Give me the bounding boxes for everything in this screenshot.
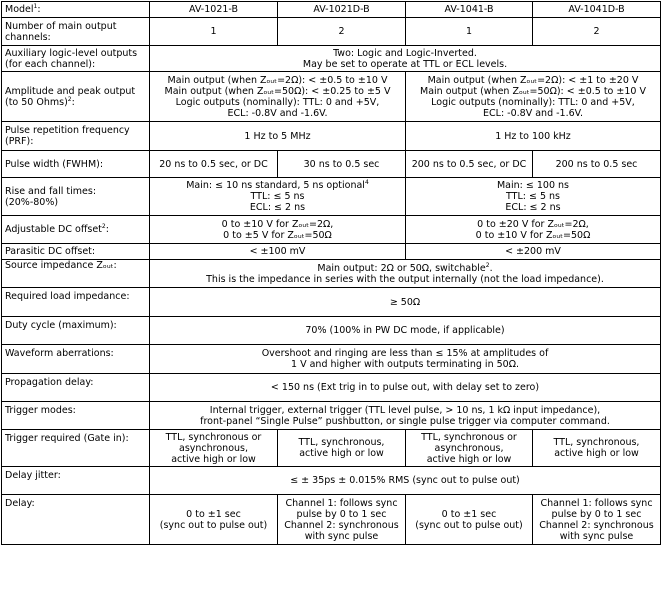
pulse-width-value: 20 ns to 0.5 sec, or DC — [150, 151, 278, 178]
table-row — [2, 495, 661, 545]
header-row — [2, 2, 661, 18]
aberrations-label: Waveform aberrations: — [2, 345, 150, 374]
table-row — [2, 18, 661, 46]
pulse-width-value: 200 ns to 0.5 sec — [533, 151, 661, 178]
dc-offset-value-1041: 0 to ±20 V for Zₒᵤₜ=2Ω, 0 to ±10 V for Zₒᵤₜ=50Ω — [406, 216, 661, 244]
dc-offset-label: Adjustable DC offset$^2$: — [2, 216, 150, 244]
table-row — [2, 244, 661, 260]
delay-jitter-value: ≤ ± 35ps ± 0.015% RMS (sync out to pulse out) — [150, 467, 661, 495]
main-outputs-value: 2 — [278, 18, 406, 46]
duty-cycle-value: 70% (100% in PW DC mode, if applicable) — [150, 317, 661, 345]
delay-label: Delay: — [2, 495, 150, 545]
rise-fall-value-1041: Main: ≤ 100 ns TTL: ≤ 5 ns ECL: ≤ 2 ns — [406, 178, 661, 216]
trigger-modes-label: Trigger modes: — [2, 402, 150, 430]
prf-label: Pulse repetition frequency (PRF): — [2, 122, 150, 151]
table-row — [2, 216, 661, 244]
trigger-required-label: Trigger required (Gate in): — [2, 430, 150, 467]
table-row — [2, 72, 661, 122]
parasitic-offset-label: Parasitic DC offset: — [2, 244, 150, 260]
aux-outputs-value: Two: Logic and Logic-Inverted. May be set to operate at TTL or ECL levels. — [150, 46, 661, 72]
dc-offset-value-1021: 0 to ±10 V for Zₒᵤₜ=2Ω, 0 to ±5 V for Zₒᵤₜ=50Ω — [150, 216, 406, 244]
table-row — [2, 122, 661, 151]
duty-cycle-label: Duty cycle (maximum): — [2, 317, 150, 345]
prf-value-1041: 1 Hz to 100 kHz — [406, 122, 661, 151]
table-row — [2, 430, 661, 467]
trigger-required-value: TTL, synchronous or asynchronous, active high or low — [406, 430, 533, 467]
propagation-label: Propagation delay: — [2, 374, 150, 402]
model-av-1021-b: AV-1021-B — [150, 2, 278, 18]
delay-jitter-label: Delay jitter: — [2, 467, 150, 495]
prf-value-1021: 1 Hz to 5 MHz — [150, 122, 406, 151]
pulse-width-label: Pulse width (FWHM): — [2, 151, 150, 178]
rise-fall-value-1021: Main: ≤ 10 ns standard, 5 ns optional$^4$ TTL: ≤ 5 ns ECL: ≤ 2 ns — [150, 178, 406, 216]
load-impedance-label: Required load impedance: — [2, 288, 150, 317]
delay-value: Channel 1: follows sync pulse by 0 to 1 sec Channel 2: synchronous with sync pulse — [533, 495, 661, 545]
amplitude-value-1021: Main output (when Zₒᵤₜ=2Ω): < ±0.5 to ±10 V Main output (when Zₒᵤₜ=50Ω): < ±0.25 to ±5 V Logic outputs (nominally): TTL: 0 and +5V, ECL: -0.8V and -1.6V. — [150, 72, 406, 122]
rise-fall-label: Rise and fall times: (20%-80%) — [2, 178, 150, 216]
main-outputs-value: 1 — [150, 18, 278, 46]
model-av-1041d-b: AV-1041D-B — [533, 2, 661, 18]
table-row — [2, 374, 661, 402]
amplitude-value-1041: Main output (when Zₒᵤₜ=2Ω): < ±1 to ±20 V Main output (when Zₒᵤₜ=50Ω): < ±0.5 to ±10 V Logic outputs (nominally): TTL: 0 and +5V, ECL: -0.8V and -1.6V. — [406, 72, 661, 122]
delay-value: Channel 1: follows sync pulse by 0 to 1 sec Channel 2: synchronous with sync pulse — [278, 495, 406, 545]
aux-outputs-label: Auxiliary logic-level outputs (for each channel): — [2, 46, 150, 72]
trigger-required-value: TTL, synchronous, active high or low — [533, 430, 661, 467]
delay-value: 0 to ±1 sec (sync out to pulse out) — [406, 495, 533, 545]
table-row — [2, 402, 661, 430]
model-av-1021d-b: AV-1021D-B — [278, 2, 406, 18]
pulse-width-value: 200 ns to 0.5 sec, or DC — [406, 151, 533, 178]
model-av-1041-b: AV-1041-B — [406, 2, 533, 18]
source-impedance-value: Main output: 2Ω or 50Ω, switchable$^2$. This is the impedance in series with the output internally (not the load impedance). — [150, 260, 661, 288]
trigger-modes-value: Internal trigger, external trigger (TTL level pulse, > 10 ns, 1 kΩ input impedance), front-panel “Single Pulse” pushbutton, or single pulse trigger via computer command. — [150, 402, 661, 430]
spec-table — [1, 1, 661, 545]
trigger-required-value: TTL, synchronous, active high or low — [278, 430, 406, 467]
amplitude-label: Amplitude and peak output (to 50 Ohms)$^2$: — [2, 72, 150, 122]
parasitic-offset-value-1021: < ±100 mV — [150, 244, 406, 260]
table-row — [2, 467, 661, 495]
model-header-label: Model$^1$: — [2, 2, 150, 18]
source-impedance-label: Source impedance Zₒᵤₜ: — [2, 260, 150, 288]
table-row — [2, 178, 661, 216]
main-outputs-value: 2 — [533, 18, 661, 46]
main-outputs-value: 1 — [406, 18, 533, 46]
table-row — [2, 317, 661, 345]
load-impedance-value: ≥ 50Ω — [150, 288, 661, 317]
pulse-width-value: 30 ns to 0.5 sec — [278, 151, 406, 178]
table-row — [2, 260, 661, 288]
table-row — [2, 46, 661, 72]
main-outputs-label: Number of main output channels: — [2, 18, 150, 46]
trigger-required-value: TTL, synchronous or asynchronous, active high or low — [150, 430, 278, 467]
table-row — [2, 345, 661, 374]
table-row — [2, 151, 661, 178]
delay-value: 0 to ±1 sec (sync out to pulse out) — [150, 495, 278, 545]
propagation-value: < 150 ns (Ext trig in to pulse out, with delay set to zero) — [150, 374, 661, 402]
table-row — [2, 288, 661, 317]
aberrations-value: Overshoot and ringing are less than ≤ 15% at amplitudes of 1 V and higher with outputs terminating in 50Ω. — [150, 345, 661, 374]
parasitic-offset-value-1041: < ±200 mV — [406, 244, 661, 260]
